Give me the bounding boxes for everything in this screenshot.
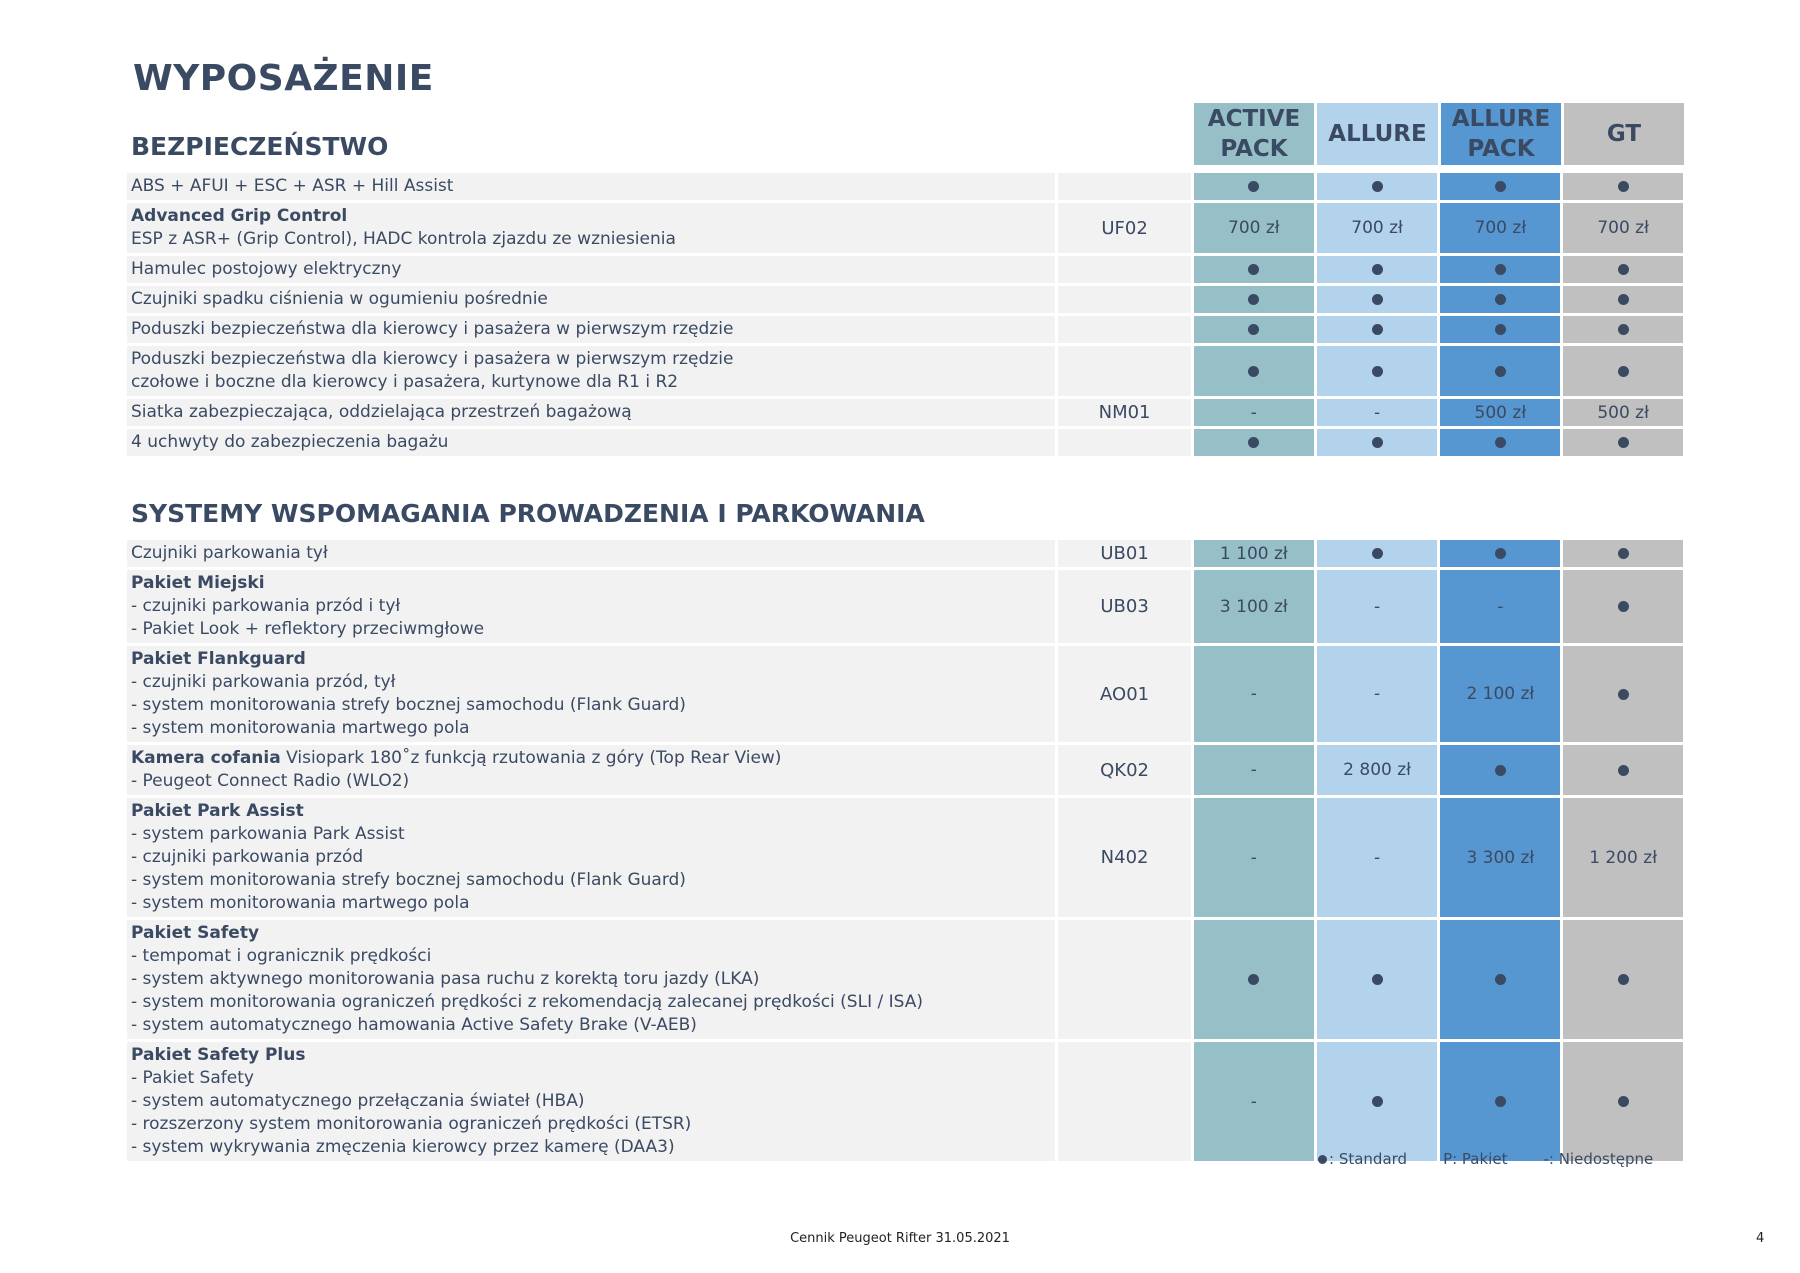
option-code — [1058, 429, 1191, 456]
feature-text: - system monitorowania martwego pola — [131, 893, 470, 913]
feature-description — [127, 540, 1055, 567]
feature-text: - rozszerzony system monitorowania ograniczeń prędkości (ETSR) — [131, 1114, 692, 1134]
feature-description — [127, 798, 1055, 917]
table-row — [127, 798, 1683, 917]
legend-item-package — [1443, 1150, 1507, 1168]
option-code — [1058, 316, 1191, 343]
section-title-driving-assist: SYSTEMY WSPOMAGANIA PROWADZENIA I PARKOWANIA — [131, 499, 925, 528]
option-code — [1058, 256, 1191, 283]
feature-line — [131, 968, 759, 991]
value-gt — [1563, 256, 1683, 283]
feature-line — [131, 1090, 584, 1113]
feature-description — [127, 399, 1055, 426]
standard-dot-icon — [1618, 366, 1629, 377]
feature-text: Visiopark 180˚z funkcją rzutowania z góry (Top Rear View) — [280, 748, 782, 768]
standard-dot-icon — [1372, 548, 1383, 559]
standard-dot-icon — [1495, 366, 1506, 377]
standard-dot-icon — [1495, 437, 1506, 448]
feature-text: Hamulec postojowy elektryczny — [131, 259, 402, 279]
value-active-pack — [1194, 316, 1314, 343]
feature-line — [131, 671, 396, 694]
value-gt — [1563, 540, 1683, 567]
value-allure-pack — [1440, 429, 1560, 456]
value-active-pack: 700 zł — [1194, 203, 1314, 253]
feature-line — [131, 595, 400, 618]
driving-assist-table — [127, 540, 1683, 1164]
feature-text: Siatka zabezpieczająca, oddzielająca przestrzeń bagażową — [131, 402, 632, 422]
legend-label: : Standard — [1329, 1150, 1408, 1168]
value-allure — [1317, 540, 1438, 567]
table-row — [127, 1042, 1683, 1161]
standard-dot-icon — [1248, 264, 1259, 275]
feature-line — [131, 205, 347, 228]
column-header-allure-pack: ALLURE PACK — [1441, 103, 1561, 165]
column-header-gt: GT — [1564, 103, 1684, 165]
value-gt — [1563, 920, 1683, 1039]
value-allure-pack — [1440, 316, 1560, 343]
legend-label: P: Pakiet — [1443, 1150, 1508, 1168]
value-allure: 2 800 zł — [1317, 745, 1438, 795]
standard-dot-icon — [1248, 294, 1259, 305]
value-active-pack: - — [1194, 646, 1314, 742]
feature-description — [127, 203, 1055, 253]
option-code: UB03 — [1058, 570, 1191, 643]
standard-dot-icon — [1618, 264, 1629, 275]
value-allure: - — [1317, 798, 1438, 917]
standard-dot-icon — [1372, 437, 1383, 448]
feature-line — [131, 1067, 254, 1090]
feature-line — [131, 542, 328, 565]
feature-text: - Peugeot Connect Radio (WLO2) — [131, 771, 410, 791]
standard-dot-icon — [1372, 324, 1383, 335]
feature-text: - system monitorowania martwego pola — [131, 718, 470, 738]
feature-line — [131, 846, 363, 869]
value-allure — [1317, 429, 1438, 456]
column-header-allure: ALLURE — [1317, 103, 1438, 165]
value-allure — [1317, 1042, 1438, 1161]
feature-text: - system automatycznego hamowania Active Safety Brake (V-AEB) — [131, 1015, 697, 1035]
feature-description — [127, 346, 1055, 396]
feature-description — [127, 646, 1055, 742]
footer: Cennik Peugeot Rifter 31.05.2021 — [790, 1231, 1010, 1246]
table-row — [127, 256, 1683, 283]
table-row — [127, 203, 1683, 253]
standard-dot-icon — [1618, 689, 1629, 700]
standard-dot-icon — [1618, 324, 1629, 335]
feature-text: - system wykrywania zmęczenia kierowcy przez kamerę (DAA3) — [131, 1137, 675, 1157]
feature-text: Poduszki bezpieczeństwa dla kierowcy i pasażera w pierwszym rzędzie — [131, 319, 734, 339]
feature-description — [127, 1042, 1055, 1161]
feature-description — [127, 570, 1055, 643]
feature-text: - system monitorowania strefy bocznej samochodu (Flank Guard) — [131, 695, 686, 715]
value-gt: 700 zł — [1563, 203, 1683, 253]
option-code: UB01 — [1058, 540, 1191, 567]
value-active-pack — [1194, 256, 1314, 283]
value-allure — [1317, 286, 1438, 313]
value-allure-pack — [1440, 1042, 1560, 1161]
standard-dot-icon — [1495, 548, 1506, 559]
feature-name: Pakiet Safety Plus — [131, 1045, 306, 1065]
value-allure — [1317, 346, 1438, 396]
option-code: UF02 — [1058, 203, 1191, 253]
table-row — [127, 286, 1683, 313]
feature-line — [131, 770, 409, 793]
feature-name: Pakiet Park Assist — [131, 801, 304, 821]
safety-table — [127, 173, 1683, 459]
value-allure-pack: 2 100 zł — [1440, 646, 1560, 742]
feature-text: Czujniki spadku ciśnienia w ogumieniu pośrednie — [131, 289, 548, 309]
value-allure: - — [1317, 646, 1438, 742]
standard-dot-icon — [1248, 366, 1259, 377]
standard-dot-icon — [1618, 548, 1629, 559]
value-active-pack — [1194, 286, 1314, 313]
value-allure-pack — [1440, 346, 1560, 396]
standard-dot-icon — [1248, 181, 1259, 192]
feature-line — [131, 945, 431, 968]
table-row — [127, 540, 1683, 567]
feature-text: 4 uchwyty do zabezpieczenia bagażu — [131, 432, 449, 452]
standard-dot-icon — [1372, 181, 1383, 192]
column-headers — [1194, 103, 1686, 165]
standard-dot-icon — [1495, 181, 1506, 192]
value-active-pack — [1194, 920, 1314, 1039]
table-row — [127, 346, 1683, 396]
standard-dot-icon — [1372, 366, 1383, 377]
feature-text: - Pakiet Safety — [131, 1068, 254, 1088]
feature-line — [131, 1113, 691, 1136]
feature-text: - system parkowania Park Assist — [131, 824, 405, 844]
feature-line — [131, 318, 733, 341]
feature-line — [131, 922, 259, 945]
feature-text: ABS + AFUI + ESC + ASR + Hill Assist — [131, 176, 454, 196]
table-row — [127, 429, 1683, 456]
standard-dot-icon — [1618, 181, 1629, 192]
table-row — [127, 316, 1683, 343]
value-gt — [1563, 286, 1683, 313]
feature-description — [127, 745, 1055, 795]
value-allure-pack — [1440, 173, 1560, 200]
standard-dot-icon — [1618, 765, 1629, 776]
option-code — [1058, 286, 1191, 313]
value-active-pack — [1194, 346, 1314, 396]
feature-description — [127, 173, 1055, 200]
standard-dot-icon — [1248, 974, 1259, 985]
feature-text: - system aktywnego monitorowania pasa ruchu z korektą toru jazdy (LKA) — [131, 969, 760, 989]
standard-dot-icon — [1318, 1155, 1327, 1164]
feature-text: - tempomat i ogranicznik prędkości — [131, 946, 432, 966]
value-gt — [1563, 346, 1683, 396]
option-code — [1058, 920, 1191, 1039]
standard-dot-icon — [1372, 264, 1383, 275]
table-row — [127, 570, 1683, 643]
feature-name: Pakiet Safety — [131, 923, 260, 943]
table-row — [127, 399, 1683, 426]
feature-name: Pakiet Miejski — [131, 573, 265, 593]
value-gt: 1 200 zł — [1563, 798, 1683, 917]
feature-description — [127, 286, 1055, 313]
value-gt — [1563, 570, 1683, 643]
value-active-pack — [1194, 173, 1314, 200]
feature-line — [131, 288, 548, 311]
value-active-pack: - — [1194, 798, 1314, 917]
value-gt: 500 zł — [1563, 399, 1683, 426]
value-allure-pack: - — [1440, 570, 1560, 643]
value-allure-pack — [1440, 920, 1560, 1039]
table-row — [127, 745, 1683, 795]
feature-text: czołowe i boczne dla kierowcy i pasażera, kurtynowe dla R1 i R2 — [131, 372, 679, 392]
value-allure — [1317, 316, 1438, 343]
standard-dot-icon — [1495, 765, 1506, 776]
legend-item-standard — [1318, 1150, 1407, 1168]
page-number: 4 — [1756, 1231, 1765, 1246]
value-allure-pack — [1440, 286, 1560, 313]
feature-line — [131, 717, 470, 740]
feature-description — [127, 316, 1055, 343]
standard-dot-icon — [1372, 1096, 1383, 1107]
value-allure-pack: 500 zł — [1440, 399, 1560, 426]
table-row — [127, 920, 1683, 1039]
value-gt — [1563, 173, 1683, 200]
option-code: AO01 — [1058, 646, 1191, 742]
standard-dot-icon — [1372, 974, 1383, 985]
feature-line — [131, 648, 306, 671]
feature-text: - czujniki parkowania przód, tył — [131, 672, 396, 692]
page-title: WYPOSAŻENIE — [133, 58, 434, 99]
feature-line — [131, 258, 401, 281]
value-gt — [1563, 646, 1683, 742]
value-gt — [1563, 745, 1683, 795]
standard-dot-icon — [1495, 294, 1506, 305]
standard-dot-icon — [1618, 294, 1629, 305]
feature-line — [131, 1044, 305, 1067]
option-code: NM01 — [1058, 399, 1191, 426]
value-active-pack: - — [1194, 1042, 1314, 1161]
value-allure-pack — [1440, 256, 1560, 283]
standard-dot-icon — [1248, 324, 1259, 335]
value-active-pack: - — [1194, 399, 1314, 426]
feature-line — [131, 991, 923, 1014]
feature-line — [131, 892, 470, 915]
option-code — [1058, 346, 1191, 396]
table-row — [127, 646, 1683, 742]
feature-line — [131, 175, 453, 198]
value-active-pack — [1194, 429, 1314, 456]
feature-line — [131, 618, 484, 641]
value-allure — [1317, 173, 1438, 200]
value-gt — [1563, 429, 1683, 456]
feature-line — [131, 228, 676, 251]
feature-name: Kamera cofania — [131, 748, 281, 768]
value-allure: - — [1317, 399, 1438, 426]
value-gt — [1563, 1042, 1683, 1161]
feature-text: - czujniki parkowania przód i tył — [131, 596, 401, 616]
feature-text: Czujniki parkowania tył — [131, 543, 328, 563]
value-allure-pack — [1440, 540, 1560, 567]
feature-text: - czujniki parkowania przód — [131, 847, 364, 867]
legend-item-unavailable — [1543, 1150, 1653, 1168]
value-allure-pack: 700 zł — [1440, 203, 1560, 253]
feature-text: Poduszki bezpieczeństwa dla kierowcy i pasażera w pierwszym rzędzie — [131, 349, 734, 369]
feature-description — [127, 920, 1055, 1039]
standard-dot-icon — [1618, 1096, 1629, 1107]
feature-line — [131, 1136, 675, 1159]
feature-line — [131, 348, 733, 371]
value-allure-pack — [1440, 745, 1560, 795]
value-gt — [1563, 316, 1683, 343]
feature-name: Pakiet Flankguard — [131, 649, 306, 669]
option-code — [1058, 173, 1191, 200]
legend-label: -: Niedostępne — [1543, 1150, 1654, 1168]
feature-line — [131, 572, 265, 595]
feature-description — [127, 256, 1055, 283]
legend — [1318, 1150, 1653, 1168]
option-code — [1058, 1042, 1191, 1161]
standard-dot-icon — [1618, 437, 1629, 448]
option-code: QK02 — [1058, 745, 1191, 795]
value-active-pack: 3 100 zł — [1194, 570, 1314, 643]
standard-dot-icon — [1495, 264, 1506, 275]
feature-line — [131, 869, 686, 892]
feature-line — [131, 431, 448, 454]
table-row — [127, 173, 1683, 200]
standard-dot-icon — [1618, 974, 1629, 985]
feature-description — [127, 429, 1055, 456]
standard-dot-icon — [1248, 437, 1259, 448]
value-allure: 700 zł — [1317, 203, 1438, 253]
feature-text: ESP z ASR+ (Grip Control), HADC kontrola zjazdu ze wzniesienia — [131, 229, 676, 249]
feature-line — [131, 800, 304, 823]
feature-text: - system monitorowania strefy bocznej samochodu (Flank Guard) — [131, 870, 686, 890]
feature-text: - system monitorowania ograniczeń prędkości z rekomendacją zalecanej prędkości (SLI / ISA) — [131, 992, 923, 1012]
feature-line — [131, 371, 678, 394]
value-allure — [1317, 920, 1438, 1039]
standard-dot-icon — [1495, 1096, 1506, 1107]
standard-dot-icon — [1618, 601, 1629, 612]
column-header-active-pack: ACTIVE PACK — [1194, 103, 1314, 165]
feature-name: Advanced Grip Control — [131, 206, 348, 226]
feature-line — [131, 747, 781, 770]
standard-dot-icon — [1495, 324, 1506, 335]
feature-line — [131, 823, 405, 846]
feature-text: - Pakiet Look + reflektory przeciwmgłowe — [131, 619, 485, 639]
feature-text: - system automatycznego przełączania świateł (HBA) — [131, 1091, 585, 1111]
standard-dot-icon — [1495, 974, 1506, 985]
value-active-pack: 1 100 zł — [1194, 540, 1314, 567]
value-allure-pack: 3 300 zł — [1440, 798, 1560, 917]
value-allure — [1317, 256, 1438, 283]
option-code: N402 — [1058, 798, 1191, 917]
feature-line — [131, 1014, 697, 1037]
section-title-safety: BEZPIECZEŃSTWO — [131, 132, 389, 161]
feature-line — [131, 401, 632, 424]
value-active-pack: - — [1194, 745, 1314, 795]
standard-dot-icon — [1372, 294, 1383, 305]
value-allure: - — [1317, 570, 1438, 643]
feature-line — [131, 694, 686, 717]
